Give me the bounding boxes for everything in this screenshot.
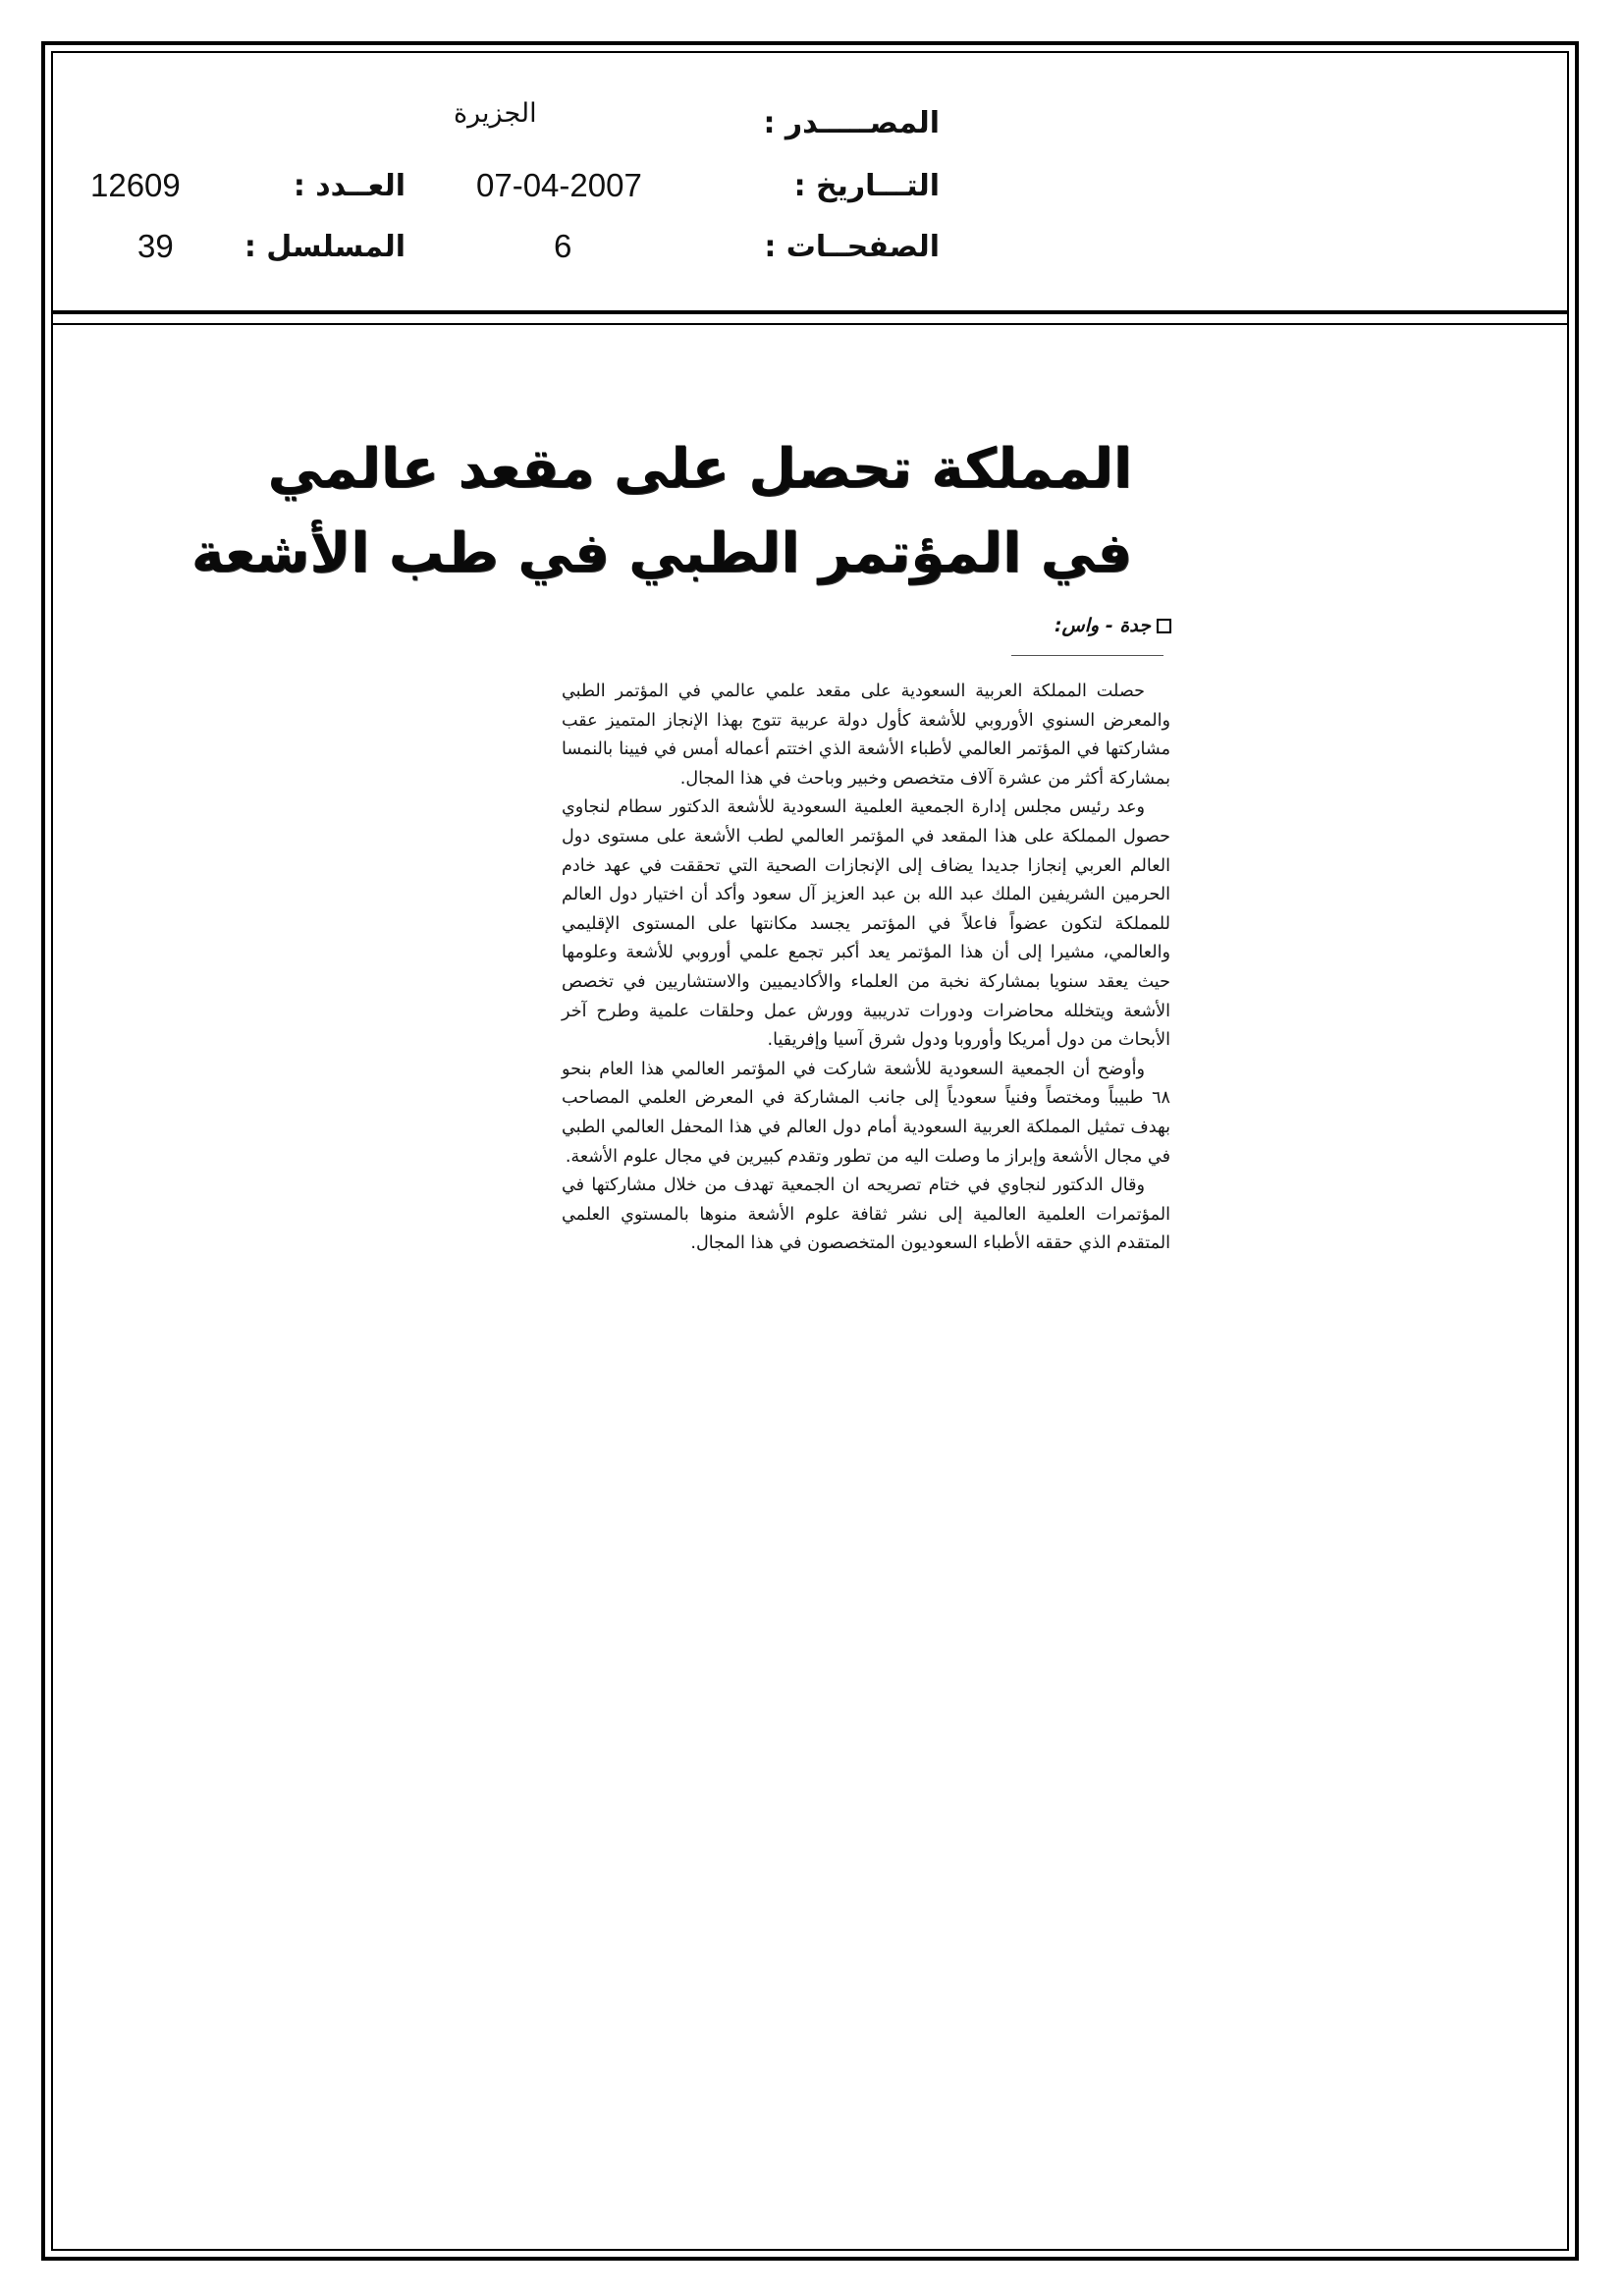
issue-label: العــدد : <box>293 169 406 203</box>
article-paragraph: وأوضح أن الجمعية السعودية للأشعة شاركت في المؤتمر العالمي هذا العام بنحو ٦٨ طبيباً ومختصاً وفنياً سعودياً إلى جانب المشاركة في المعرض العلمي المصاحب بهدف تمثيل المملكة العربية السعودية أمام دول العالم في هذا المحفل العالمي الطبي في مجال الأشعة وإبراز ما وصلت اليه من تطور وتقدم كبيرين في مجال علوم الأشعة. <box>562 1059 1170 1167</box>
article-headline-line-2: في المؤتمر الطبي في طب الأشعة <box>190 521 1132 585</box>
dateline-text: جدة - واس: <box>1054 615 1151 636</box>
source-label: المصـــــدر : <box>763 106 940 140</box>
dateline-underline <box>1011 655 1163 656</box>
article-paragraph: وعد رئيس مجلس إدارة الجمعية العلمية السعودية للأشعة الدكتور سطام لنجاوي حصول المملكة على هذا المقعد في المؤتمر العالمي لطب الأشعة على مستوى دول العالم العربي إنجازا جديدا يضاف إلى الإنجازات الصحية التي تحققت في عهد خادم الحرمين الشريفين الملك عبد الله بن عبد العزيز آل سعود وأكد أن اختيار دول العالم للمملكة لتكون عضواً فاعلاً في المؤتمر يجسد مكانتها على المستوى الإقليمي والعالمي، مشيرا إلى أن هذا المؤتمر يعد أكبر تجمع علمي أوروبي للأشعة وعلومها حيث يعقد سنويا بمشاركة نخبة من العلماء والأكاديميين والاستشاريين في تخصص الأشعة ويتخلله محاضرات ودورات تدريبية وورش عمل وحلقات علمية وطرح آخر الأبحاث من دول أمريكا وأوروبا ودول شرق آسيا وإفريقيا. <box>562 797 1170 1051</box>
source-value: الجزيرة <box>454 98 537 129</box>
article-body <box>562 678 1170 1259</box>
pages-value: 6 <box>554 228 572 264</box>
article-paragraph: حصلت المملكة العربية السعودية على مقعد علمي عالمي في المؤتمر الطبي والمعرض السنوي الأوروبي للأشعة كأول دولة عربية تتوج بهذا الإنجاز المتميز عقب مشاركتها في المؤتمر العالمي لأطباء الأشعة الذي اختتم أعماله أمس في فيينا بالنمسا بمشاركة أكثر من عشرة آلاف متخصص وخبير وباحث في هذا المجال. <box>562 682 1170 789</box>
square-bullet-icon <box>1157 619 1171 633</box>
article-paragraph: وقال الدكتور لنجاوي في ختام تصريحه ان الجمعية تهدف من خلال مشاركتها في المؤتمرات العلمية العالمية إلى نشر ثقافة علوم الأشعة منوها بالمستوي العلمي المتقدم الذي حققه الأطباء السعوديون المتخصصون في هذا المجال. <box>562 1175 1170 1254</box>
article-headline-line-1: المملكة تحصل على مقعد عالمي <box>267 437 1132 501</box>
header-divider <box>51 310 1569 314</box>
header-divider-thin <box>51 323 1569 325</box>
article-dateline <box>1055 615 1171 636</box>
serial-value: 39 <box>137 228 174 264</box>
issue-value: 12609 <box>90 167 181 203</box>
date-label: التـــاريخ : <box>793 169 940 203</box>
date-value: 07-04-2007 <box>476 167 642 203</box>
serial-label: المسلسل : <box>243 230 406 264</box>
pages-label: الصفحــات : <box>764 230 940 264</box>
